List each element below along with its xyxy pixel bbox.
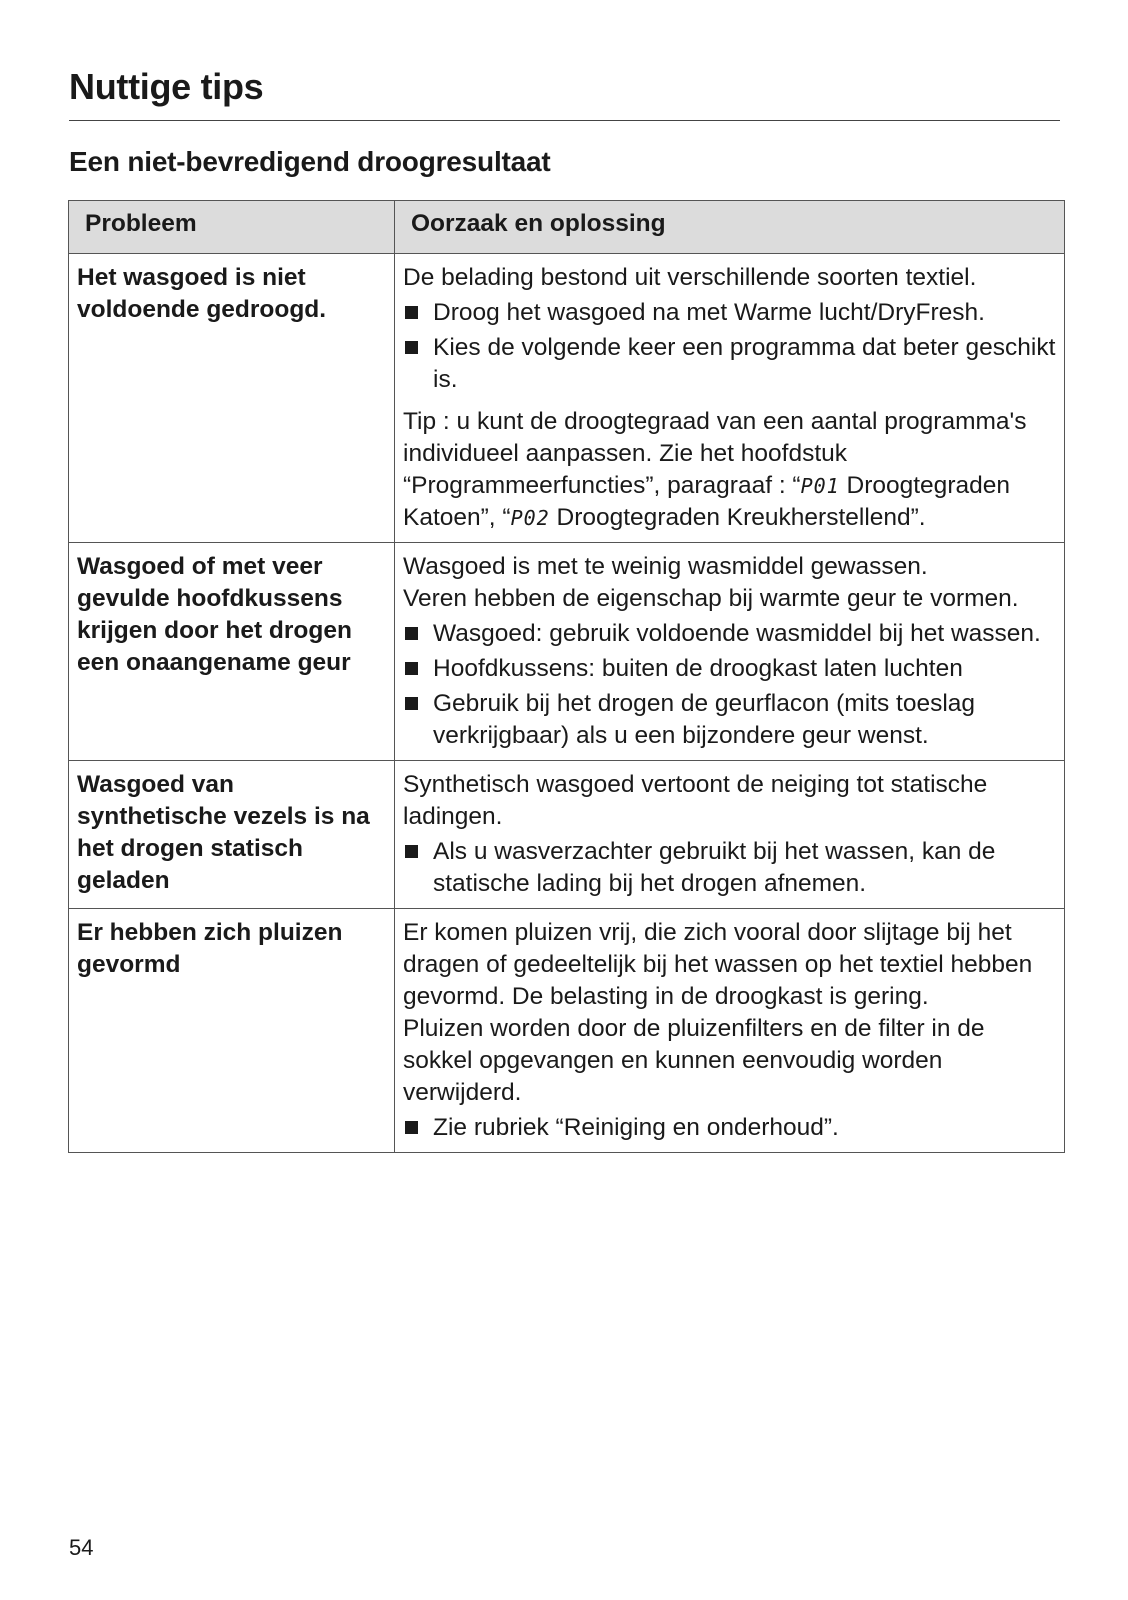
page-title: Nuttige tips bbox=[69, 66, 264, 107]
display-code-p01: P01 bbox=[800, 474, 840, 498]
list-item bbox=[403, 836, 1056, 900]
bullet-square-icon bbox=[405, 627, 418, 640]
problem-cell bbox=[69, 761, 395, 909]
solution-cell bbox=[395, 254, 1065, 543]
troubleshooting-table bbox=[68, 200, 1065, 1153]
column-header-problem: Probleem bbox=[69, 201, 395, 254]
cause-text: De belading bestond uit verschillende soorten textiel. bbox=[403, 264, 977, 291]
tip-part: Tip : u kunt de droogtegraad van een aantal programma's individueel aanpassen. Zie het hoofdstuk “Programmeerfuncties”, paragraaf : “ bbox=[403, 408, 1027, 499]
tip-part: Droogtegraden Katoen”, “ bbox=[403, 472, 1010, 531]
cause-text: Pluizen worden door de pluizenfilters en de filter in de sokkel opgevangen en kunnen eenvoudig worden verwijderd. bbox=[403, 1015, 985, 1106]
cause-text: Synthetisch wasgoed vertoont de neiging tot statische ladingen. bbox=[403, 771, 988, 830]
tip-part: Droogtegraden Kreukherstellend”. bbox=[549, 504, 926, 531]
solution-list bbox=[403, 1112, 1056, 1144]
problem-text: Het wasgoed is niet voldoende gedroogd. bbox=[77, 264, 327, 323]
table-row bbox=[69, 909, 1065, 1153]
solution-text: Droog het wasgoed na met Warme lucht/DryFresh. bbox=[433, 299, 985, 326]
section-heading: Een niet-bevredigend droogresultaat bbox=[69, 146, 551, 177]
solution-text: Gebruik bij het drogen de geurflacon (mits toeslag verkrijgbaar) als u een bijzondere geur wenst. bbox=[433, 690, 976, 749]
solution-list bbox=[403, 618, 1056, 752]
solution-list bbox=[403, 836, 1056, 900]
solution-text: Wasgoed: gebruik voldoende wasmiddel bij het wassen. bbox=[433, 620, 1041, 647]
cause-text: Veren hebben de eigenschap bij warmte geur te vormen. bbox=[403, 585, 1019, 612]
list-item bbox=[403, 688, 1056, 752]
bullet-square-icon bbox=[405, 1121, 418, 1134]
problem-text: Wasgoed van synthetische vezels is na het drogen statisch geladen bbox=[77, 771, 370, 894]
bullet-square-icon bbox=[405, 697, 418, 710]
list-item bbox=[403, 618, 1056, 650]
bullet-square-icon bbox=[405, 306, 418, 319]
solution-text: Kies de volgende keer een programma dat beter geschikt is. bbox=[433, 334, 1056, 393]
table-header-row bbox=[69, 201, 1065, 254]
page-number: 54 bbox=[69, 1535, 94, 1560]
problem-text: Er hebben zich pluizen gevormd bbox=[77, 919, 343, 978]
cause-text: Wasgoed is met te weinig wasmiddel gewassen. bbox=[403, 553, 928, 580]
cause-text: Er komen pluizen vrij, die zich vooral door slijtage bij het dragen of gedeeltelijk bij het wassen op het textiel hebben gevormd. De belasting in de droogkast is gering. bbox=[403, 919, 1033, 1010]
column-header-solution: Oorzaak en oplossing bbox=[395, 201, 1065, 254]
list-item bbox=[403, 297, 1056, 329]
solution-text: Als u wasverzachter gebruikt bij het wassen, kan de statische lading bij het drogen afnemen. bbox=[433, 838, 996, 897]
problem-cell bbox=[69, 543, 395, 761]
table-row bbox=[69, 543, 1065, 761]
solution-cell bbox=[395, 909, 1065, 1153]
solution-cell bbox=[395, 761, 1065, 909]
list-item bbox=[403, 1112, 1056, 1144]
problem-cell bbox=[69, 909, 395, 1153]
solution-cell bbox=[395, 543, 1065, 761]
bullet-square-icon bbox=[405, 845, 418, 858]
list-item bbox=[403, 653, 1056, 685]
solution-text: Hoofdkussens: buiten de droogkast laten luchten bbox=[433, 655, 963, 682]
table-row bbox=[69, 254, 1065, 543]
title-divider bbox=[69, 120, 1060, 121]
display-code-p02: P02 bbox=[510, 506, 550, 530]
solution-text: Zie rubriek “Reiniging en onderhoud”. bbox=[433, 1114, 839, 1141]
tip-text bbox=[403, 406, 1056, 534]
problem-text: Wasgoed of met veer gevulde hoofdkussens krijgen door het drogen een onaangename geur bbox=[77, 553, 352, 676]
bullet-square-icon bbox=[405, 662, 418, 675]
bullet-square-icon bbox=[405, 341, 418, 354]
solution-list bbox=[403, 297, 1056, 396]
list-item bbox=[403, 332, 1056, 396]
problem-cell bbox=[69, 254, 395, 543]
table-row bbox=[69, 761, 1065, 909]
